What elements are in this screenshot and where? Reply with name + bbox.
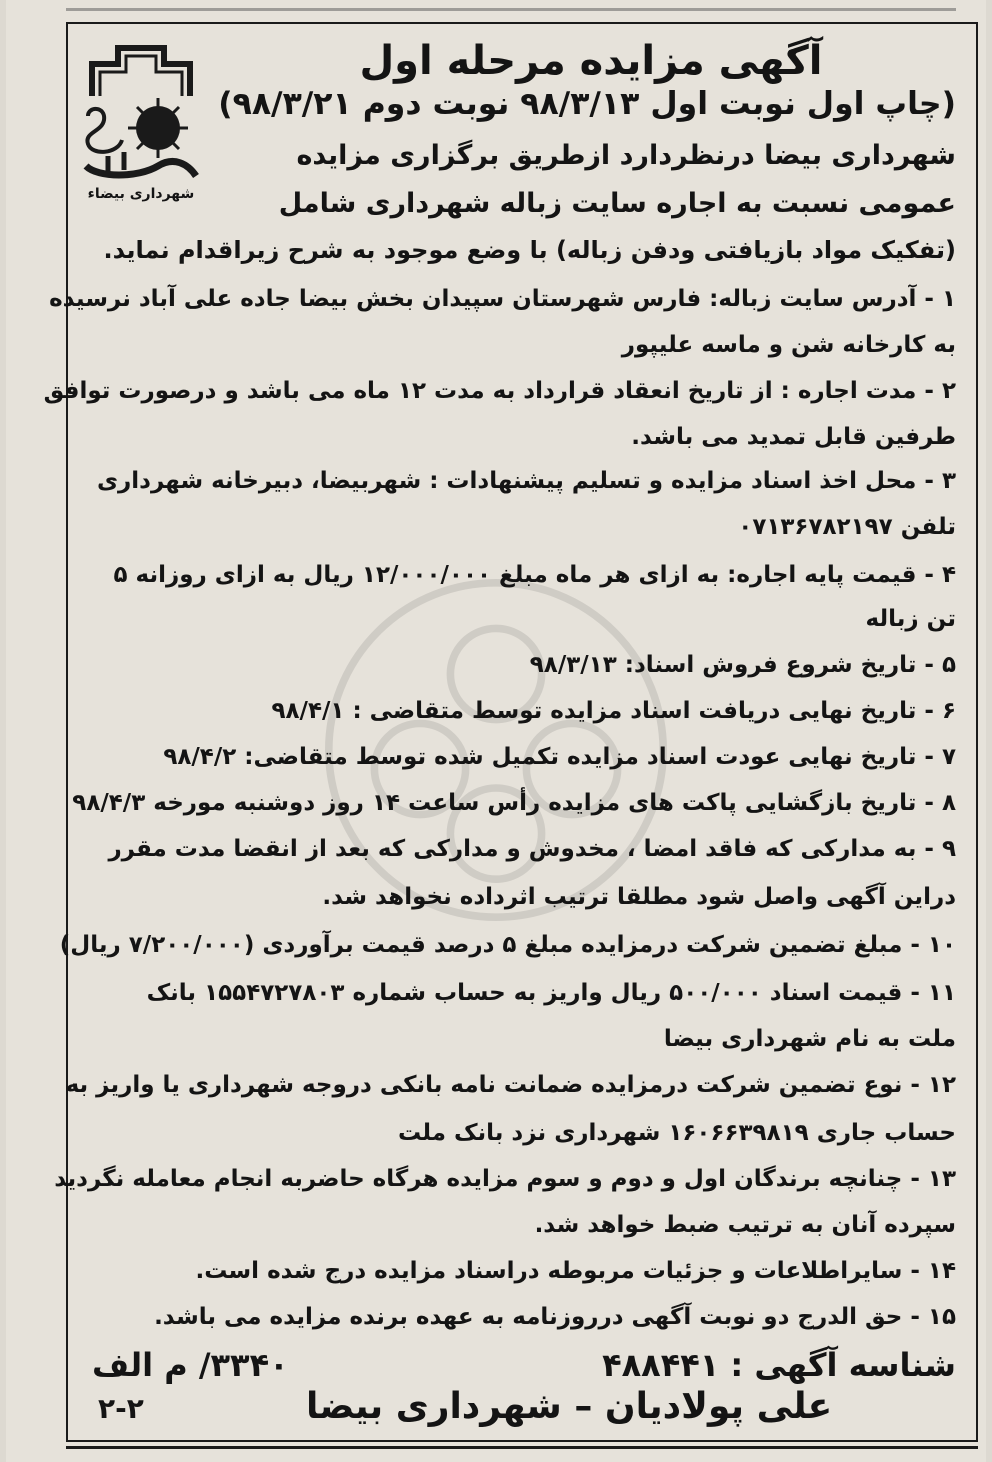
intro-line: (تفکیک مواد بازیافتی ودفن زباله) با وضع موجود به شرح زیراقدام نماید.	[103, 236, 956, 264]
item-line: ۱ - آدرس سایت زباله: فارس شهرستان سپیدان بخش بیضا جاده علی آباد نرسیده	[49, 286, 956, 312]
ad-subtitle: (چاپ اول نوبت اول ۹۸/۳/۱۳ نوبت دوم ۹۸/۳/۲۱)	[218, 86, 956, 122]
item-line: ۷ - تاریخ نهایی عودت اسناد مزایده تکمیل شده توسط متقاضی: ۹۸/۴/۲	[163, 744, 956, 770]
item-line: ۱۵ - حق الدرج دو نوبت آگهی درروزنامه به عهده برنده مزایده می باشد.	[154, 1304, 956, 1330]
item-line: به کارخانه شن و ماسه علیپور	[621, 332, 956, 358]
item-line: دراین آگهی واصل شود مطلقا ترتیب اثرداده نخواهد شد.	[322, 884, 956, 910]
intro-line: عمومی نسبت به اجاره سایت زباله شهرداری شامل	[278, 188, 956, 219]
item-line: ملت به نام شهرداری بیضا	[663, 1026, 956, 1052]
item-line: ۹ - به مدارکی که فاقد امضا ، مخدوش و مدارکی که بعد از انقضا مدت مقرر	[108, 836, 956, 862]
item-line: تن زباله	[865, 606, 956, 632]
bottom-divider	[66, 1446, 978, 1449]
ad-title: آگهی مزایده مرحله اول	[359, 38, 823, 84]
print-part: ۲-۲	[98, 1392, 144, 1425]
item-line: ۵ - تاریخ شروع فروش اسناد: ۹۸/۳/۱۳	[529, 652, 956, 678]
item-line: ۱۰ - مبلغ تضمین شرکت درمزایده مبلغ ۵ درصد قیمت برآوردی (۷/۲۰۰/۰۰۰ ریال)	[59, 932, 956, 958]
item-line: حساب جاری ۱۶۰۶۶۳۹۸۱۹ شهرداری نزد بانک ملت	[397, 1120, 956, 1146]
item-line: ۶ - تاریخ نهایی دریافت اسناد مزایده توسط متقاضی : ۹۸/۴/۱	[271, 698, 956, 724]
newspaper-clipping	[6, 0, 986, 1462]
item-line: ۱۳ - چنانچه برندگان اول و دوم و سوم مزایده هرگاه حاضربه انجام معامله نگردید	[54, 1166, 956, 1192]
municipality-logo	[78, 36, 204, 206]
item-line: ۲ - مدت اجاره : از تاریخ انعقاد قرارداد به مدت ۱۲ ماه می باشد و درصورت توافق	[43, 378, 956, 404]
signatory: علی پولادیان – شهرداری بیضا	[306, 1386, 833, 1427]
logo-caption: شهرداری بیضاء	[87, 186, 195, 202]
item-line: ۸ - تاریخ بازگشایی پاکت های مزایده رأس ساعت ۱۴ روز دوشنبه مورخه ۹۸/۴/۳	[72, 790, 956, 816]
item-line: تلفن ۰۷۱۳۶۷۸۲۱۹۷	[738, 514, 956, 540]
top-divider	[66, 8, 956, 11]
item-line: ۱۱ - قیمت اسناد ۵۰۰/۰۰۰ ریال واریز به حساب شماره ۱۵۵۴۷۲۷۸۰۳ بانک	[146, 980, 956, 1006]
item-line: ۱۴ - سایراطلاعات و جزئیات مربوطه دراسناد مزایده درج شده است.	[195, 1258, 956, 1284]
ad-reference: ۳۳۴۰/ م الف	[92, 1346, 289, 1384]
ad-identifier: شناسه آگهی : ۴۸۸۴۴۱	[602, 1346, 956, 1384]
item-line: ۳ - محل اخذ اسناد مزایده و تسلیم پیشنهادات : شهربیضا، دبیرخانه شهرداری	[96, 468, 956, 494]
item-line: ۱۲ - نوع تضمین شرکت درمزایده ضمانت نامه بانکی دروجه شهرداری یا واریز به	[65, 1072, 956, 1098]
municipality-emblem-icon	[78, 36, 204, 184]
item-line: طرفین قابل تمدید می باشد.	[631, 424, 956, 450]
intro-line: شهرداری بیضا درنظردارد ازطریق برگزاری مزایده	[296, 140, 956, 171]
item-line: سپرده آنان به ترتیب ضبط خواهد شد.	[534, 1212, 956, 1238]
item-line: ۴ - قیمت پایه اجاره: به ازای هر ماه مبلغ ۱۲/۰۰۰/۰۰۰ ریال به ازای روزانه ۵	[113, 562, 956, 588]
